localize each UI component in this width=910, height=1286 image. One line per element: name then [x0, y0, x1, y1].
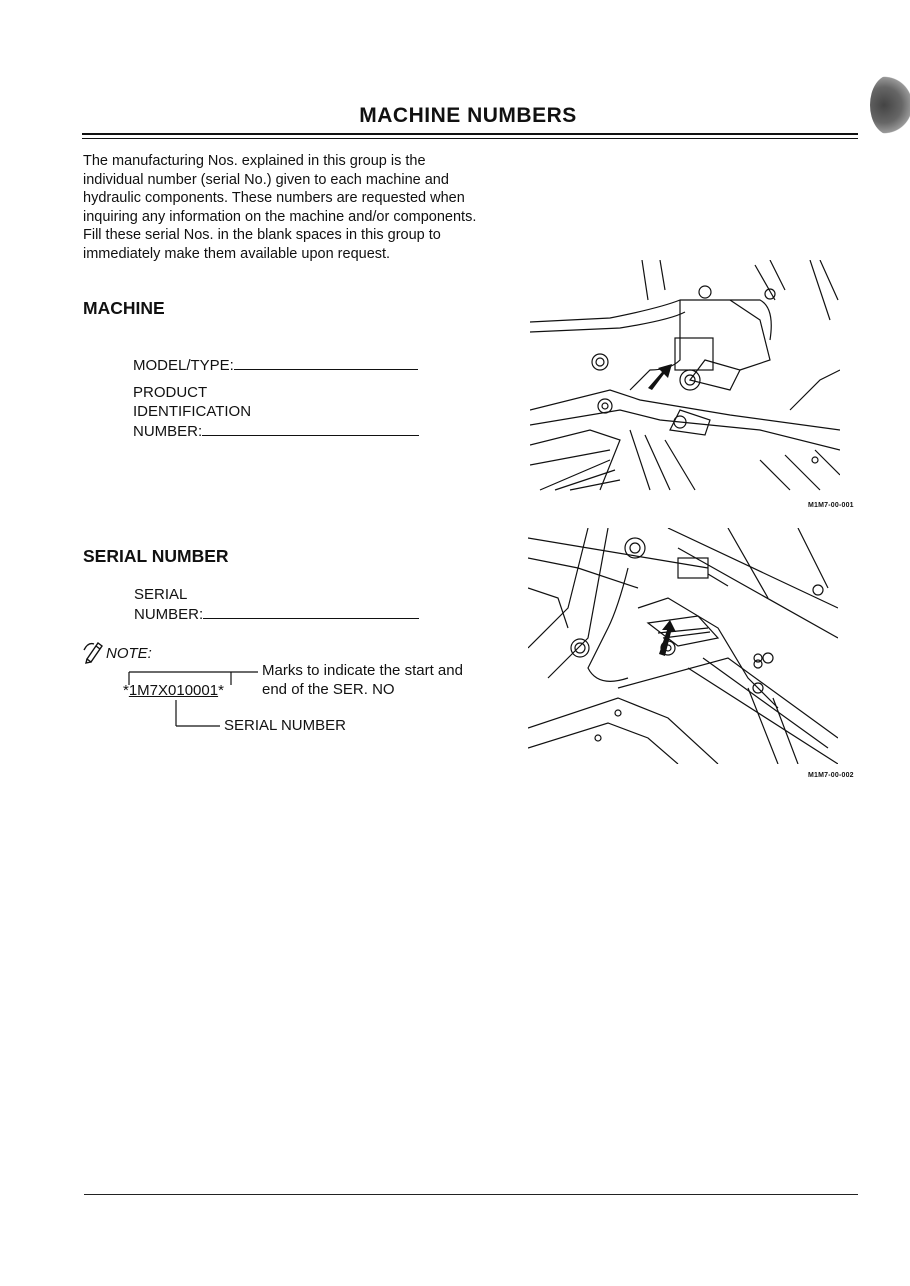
pencil-note-icon — [82, 638, 106, 664]
model-type-field — [133, 355, 418, 375]
pin-field — [133, 383, 419, 441]
end-star-mark: * — [218, 682, 224, 699]
serial-number-heading: SERIAL NUMBER — [83, 546, 229, 566]
figure-2-code: M1M7-00-002 — [808, 772, 854, 779]
model-type-label: MODEL/TYPE: — [133, 357, 234, 374]
serial-example — [123, 682, 224, 699]
pin-label-line-2: IDENTIFICATION — [133, 403, 252, 420]
machine-frame-figure-2 — [528, 528, 838, 764]
serial-number-caption: SERIAL NUMBER — [224, 717, 346, 734]
marks-explanation — [262, 661, 463, 699]
marks-explanation-line-2: end of the SER. NO — [262, 681, 395, 698]
title-rule-thin — [82, 138, 858, 139]
serial-label-line-2: NUMBER: — [134, 606, 204, 623]
title-rule — [82, 133, 858, 135]
serial-number-field — [134, 585, 419, 624]
model-type-blank — [234, 355, 418, 370]
start-star-mark: * — [123, 682, 129, 699]
pin-blank — [202, 421, 419, 436]
machine-frame-figure-1 — [530, 260, 840, 492]
serial-label-line-1: SERIAL — [134, 586, 188, 603]
footer-rule — [84, 1194, 858, 1195]
pin-label-line-3: NUMBER: — [133, 423, 203, 440]
machine-heading: MACHINE — [83, 298, 165, 318]
page-title: MACHINE NUMBERS — [359, 104, 577, 127]
intro-paragraph: The manufacturing Nos. explained in this group is the individual number (serial No.) given to each machine and hydraulic components. These numbers are requested when inquiring any information on the machine and/or components. Fill these serial Nos. in the blank spaces in this group to immediately make them available upon request. — [83, 153, 477, 262]
pin-label-line-1: PRODUCT — [133, 384, 208, 401]
note-label: NOTE: — [106, 645, 152, 662]
serial-blank — [203, 604, 419, 619]
serial-example-value: 1M7X010001 — [128, 682, 219, 699]
figure-1-code: M1M7-00-001 — [808, 502, 854, 509]
pin-location-arrow-icon — [648, 364, 672, 390]
marks-explanation-line-1: Marks to indicate the start and — [262, 662, 463, 679]
